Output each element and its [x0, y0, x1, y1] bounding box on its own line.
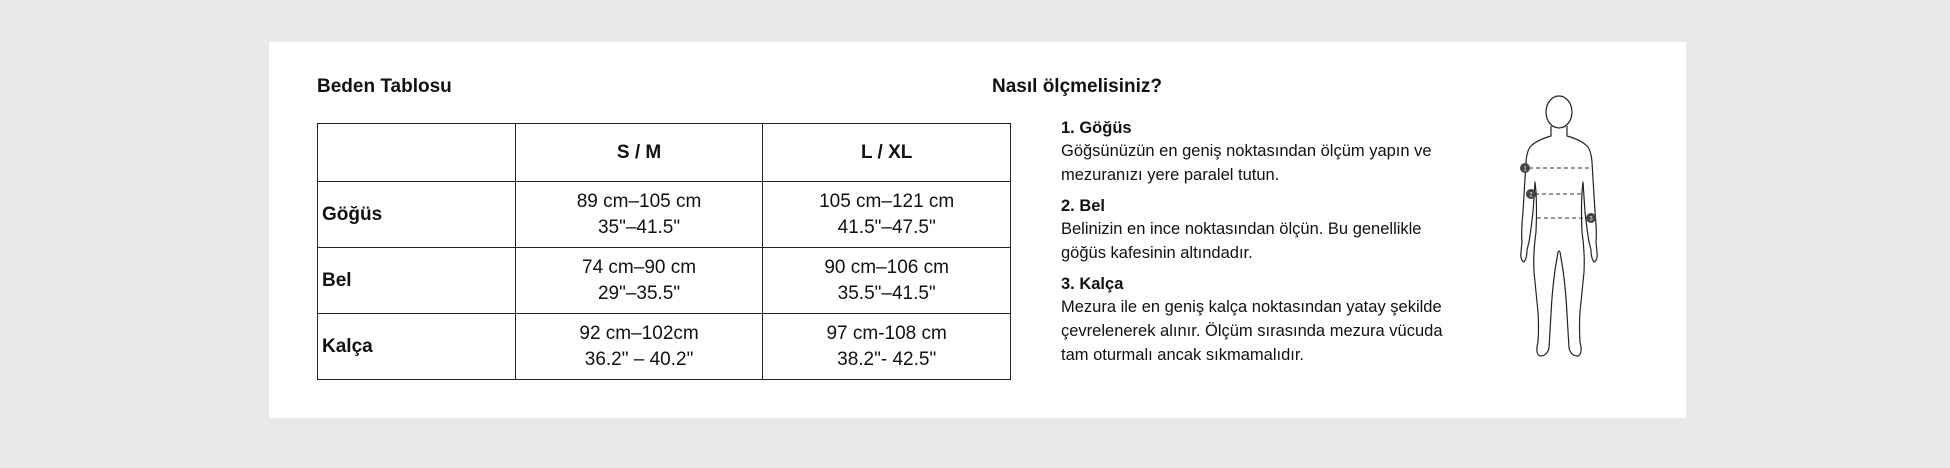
cell-cm-value: 90 cm–106 cm	[824, 256, 949, 278]
table-row	[318, 182, 1011, 248]
table-row	[318, 248, 1011, 314]
header-sm: S / M	[515, 124, 763, 182]
step-text: Mezura ile en geniş kalça noktasından yatay şekilde çevrelenerek alınır. Ölçüm sırasında mezura vücuda tam oturmalı ancak sıkmamalıdır.	[1061, 298, 1443, 364]
step-bel	[1061, 195, 1451, 265]
cell-cm-value: 89 cm–105 cm	[576, 190, 702, 212]
cell-inch-value: 29"–35.5"	[597, 282, 681, 304]
cell-cm-value: 74 cm–90 cm	[582, 256, 697, 278]
size-table	[317, 123, 1011, 380]
measurement-instructions	[1061, 117, 1451, 375]
cell-inch-value: 35.5"–41.5"	[837, 282, 936, 304]
size-guide-card	[269, 42, 1686, 418]
cell-inch-value: 38.2"- 42.5"	[837, 348, 937, 370]
row-label-bel: Bel	[318, 248, 516, 314]
marker-kalca: 3	[1589, 216, 1593, 223]
header-lxl: L / XL	[763, 124, 1011, 182]
step-title: 1. Göğüs	[1061, 119, 1132, 137]
row-label-gogus: Göğüs	[318, 182, 516, 248]
body-measurement-figure-icon	[1509, 92, 1609, 367]
step-gogus	[1061, 117, 1451, 187]
cell-kalca-sm	[515, 314, 763, 380]
header-empty-cell	[318, 124, 516, 182]
step-text: Göğsünüzün en geniş noktasından ölçüm yapın ve mezuranızı yere paralel tutun.	[1061, 142, 1432, 184]
step-text: Belinizin en ince noktasından ölçün. Bu genellikle göğüs kafesinin altındadır.	[1061, 220, 1422, 262]
cell-bel-sm	[515, 248, 763, 314]
table-header-row	[318, 124, 1011, 182]
cell-bel-lxl	[763, 248, 1011, 314]
row-label-kalca: Kalça	[318, 314, 516, 380]
size-chart-title: Beden Tablosu	[317, 76, 452, 97]
cell-cm-value: 97 cm-108 cm	[826, 322, 947, 344]
cell-inch-value: 35"–41.5"	[597, 216, 681, 238]
step-kalca	[1061, 273, 1451, 367]
cell-inch-value: 41.5"–47.5"	[837, 216, 936, 238]
step-title: 2. Bel	[1061, 197, 1106, 215]
cell-gogus-sm	[515, 182, 763, 248]
cell-cm-value: 92 cm–102cm	[579, 322, 699, 344]
cell-cm-value: 105 cm–121 cm	[819, 190, 955, 212]
step-title: 3. Kalça	[1061, 275, 1124, 293]
table-row	[318, 314, 1011, 380]
how-to-measure-title: Nasıl ölçmelisiniz?	[992, 76, 1162, 97]
cell-kalca-lxl	[763, 314, 1011, 380]
marker-gogus: 1	[1523, 166, 1527, 173]
marker-bel: 2	[1529, 192, 1533, 199]
cell-inch-value: 36.2" – 40.2"	[584, 348, 694, 370]
cell-gogus-lxl	[763, 182, 1011, 248]
